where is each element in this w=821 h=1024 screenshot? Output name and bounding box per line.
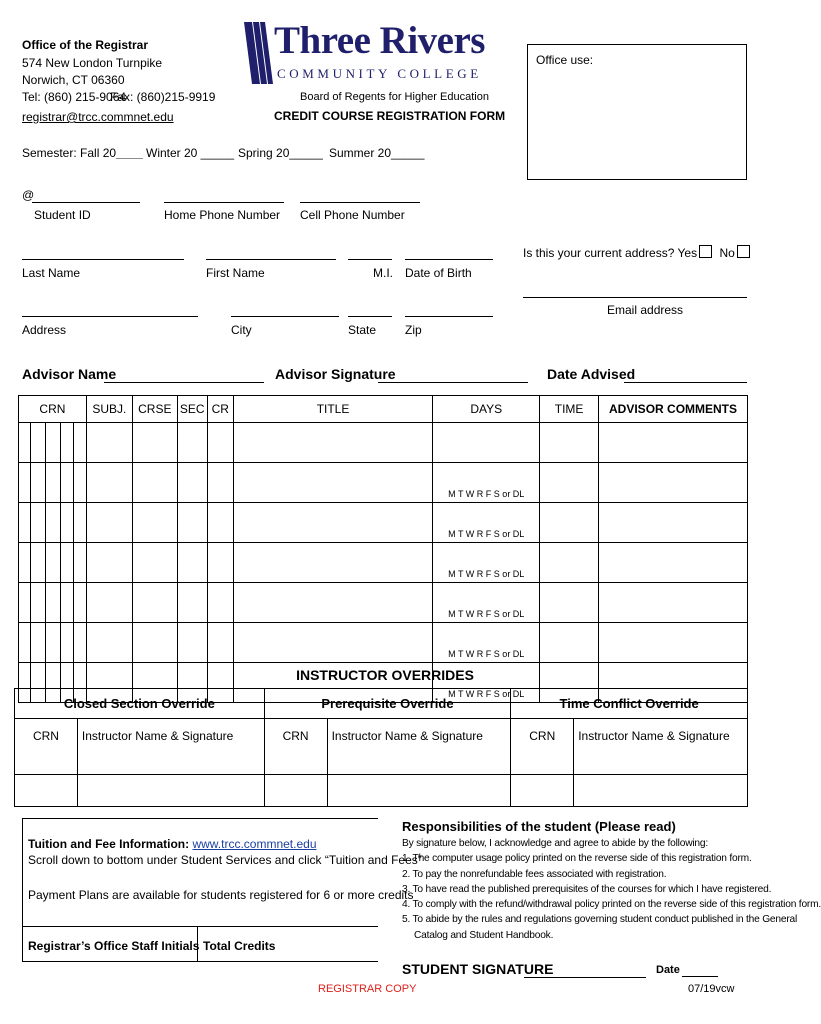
days-cell[interactable]: M T W R F S or DL: [433, 583, 540, 623]
overrides-title: INSTRUCTOR OVERRIDES: [296, 667, 474, 683]
col-crse: CRSE: [132, 396, 177, 423]
days-cell[interactable]: [433, 423, 540, 463]
semester-winter[interactable]: Winter 20 _____: [146, 146, 235, 160]
course-cell[interactable]: [233, 583, 433, 623]
home-phone-label: Home Phone Number: [164, 208, 281, 222]
tuition-scroll: Scroll down to bottom under Student Services and click “Tuition and Fees”: [28, 853, 422, 867]
city-field[interactable]: [231, 316, 339, 317]
course-cell[interactable]: [233, 423, 433, 463]
col-advisor-comments: ADVISOR COMMENTS: [599, 396, 748, 423]
responsibility-item: 4. To comply with the refund/withdrawal policy printed on the reverse side of this registration form.: [402, 899, 821, 911]
zip-field[interactable]: [405, 316, 493, 317]
crn-digit-cell[interactable]: [30, 463, 45, 503]
crn-digit-cell[interactable]: [60, 623, 73, 663]
course-cell[interactable]: [207, 423, 233, 463]
zip-label: Zip: [405, 323, 422, 337]
course-row: [19, 423, 748, 463]
course-cell[interactable]: [132, 503, 177, 543]
crn-digit-cell[interactable]: [73, 423, 86, 463]
course-cell[interactable]: [540, 623, 599, 663]
course-cell[interactable]: [207, 543, 233, 583]
crn-digit-cell[interactable]: [30, 423, 45, 463]
col-time: TIME: [540, 396, 599, 423]
course-cell[interactable]: [132, 623, 177, 663]
days-cell[interactable]: M T W R F S or DL: [433, 463, 540, 503]
crn-digit-cell[interactable]: [60, 583, 73, 623]
semester-fall: Semester: Fall 20: [22, 146, 117, 160]
cell-phone-field[interactable]: [300, 202, 420, 203]
prereq-crn-cell[interactable]: CRN: [264, 719, 327, 775]
yes-label: Yes: [677, 246, 698, 260]
course-cell[interactable]: [132, 423, 177, 463]
course-cell[interactable]: [599, 623, 748, 663]
crn-digit-cell[interactable]: [45, 463, 60, 503]
email-label: Email address: [607, 303, 684, 317]
crn-digit-cell[interactable]: [19, 583, 31, 623]
course-cell[interactable]: [599, 503, 748, 543]
no-checkbox[interactable]: [737, 245, 750, 258]
course-cell[interactable]: [207, 503, 233, 543]
col-cr: CR: [207, 396, 233, 423]
responsibility-item: 3. To have read the published prerequisites of the courses for which I have registered.: [402, 883, 772, 895]
responsibilities-intro: By signature below, I acknowledge and agree to abide by the following:: [402, 838, 708, 849]
date-advised-label: Date Advised: [547, 366, 636, 382]
course-cell[interactable]: [177, 543, 207, 583]
course-row: [19, 583, 748, 623]
course-cell[interactable]: [207, 463, 233, 503]
course-cell[interactable]: [86, 623, 132, 663]
days-cell[interactable]: M T W R F S or DL: [433, 543, 540, 583]
crn-digit-cell[interactable]: [30, 583, 45, 623]
tuition-link[interactable]: www.trcc.commnet.edu: [192, 837, 317, 851]
student-signature-field[interactable]: [524, 977, 646, 978]
address-field[interactable]: [22, 316, 198, 317]
days-cell[interactable]: M T W R F S or DL: [433, 663, 540, 703]
crn-digit-cell[interactable]: [73, 543, 86, 583]
crn-digit-cell[interactable]: [45, 423, 60, 463]
email-field[interactable]: [523, 297, 747, 298]
crn-digit-cell[interactable]: [73, 583, 86, 623]
last-name-field[interactable]: [22, 259, 184, 260]
fax: Fax: (860)215-9919: [110, 90, 216, 104]
student-id-field[interactable]: [32, 202, 140, 203]
crn-digit-cell[interactable]: [19, 503, 31, 543]
address-line2: Norwich, CT 06360: [22, 73, 125, 87]
current-address-question: [523, 245, 750, 260]
course-cell[interactable]: [599, 463, 748, 503]
logo-mark-icon: [244, 22, 274, 84]
crn-digit-cell[interactable]: [19, 623, 31, 663]
first-name-field[interactable]: [206, 259, 336, 260]
college-logo: [244, 19, 485, 86]
student-id-label: Student ID: [34, 208, 91, 222]
crn-digit-cell[interactable]: [60, 463, 73, 503]
course-cell[interactable]: [132, 463, 177, 503]
tel: Tel: (860) 215-9064: [22, 90, 127, 104]
time-crn-cell[interactable]: CRN: [511, 719, 574, 775]
office-use-box: [527, 44, 747, 180]
responsibilities-title: Responsibilities of the student (Please read): [402, 819, 676, 834]
closed-instructor-cell[interactable]: Instructor Name & Signature: [77, 719, 264, 775]
mi-label: M.I.: [373, 266, 393, 280]
date-advised-field[interactable]: [624, 382, 747, 383]
semester-row: [22, 146, 143, 160]
course-cell[interactable]: [177, 583, 207, 623]
course-cell[interactable]: [599, 583, 748, 623]
date-label: Date: [656, 964, 680, 976]
cell-phone-label: Cell Phone Number: [300, 208, 405, 222]
total-credits-label[interactable]: Total Credits: [203, 939, 276, 953]
dob-field[interactable]: [405, 259, 493, 260]
office-name: Office of the Registrar: [22, 38, 149, 52]
yes-checkbox[interactable]: [699, 245, 712, 258]
course-cell[interactable]: [177, 623, 207, 663]
no-label: No: [719, 246, 735, 260]
payment-plans: Payment Plans are available for students registered for 6 or more credits: [28, 888, 414, 902]
crn-digit-cell[interactable]: [30, 623, 45, 663]
crn-digit-cell[interactable]: [19, 463, 31, 503]
crn-digit-cell[interactable]: [60, 503, 73, 543]
col-sec: SEC: [177, 396, 207, 423]
prereq-header: Prerequisite Override: [264, 689, 511, 719]
course-cell[interactable]: [86, 503, 132, 543]
dob-label: Date of Birth: [405, 266, 472, 280]
course-cell[interactable]: [599, 423, 748, 463]
time-crn-cell-2[interactable]: [511, 775, 574, 807]
closed-crn-cell-2[interactable]: [15, 775, 78, 807]
mi-field[interactable]: [348, 259, 392, 260]
course-cell[interactable]: [132, 543, 177, 583]
tuition-info: [28, 837, 317, 851]
advisor-name-field[interactable]: [104, 382, 264, 383]
crn-digit-cell[interactable]: [73, 623, 86, 663]
state-label: State: [348, 323, 377, 337]
course-cell[interactable]: [86, 543, 132, 583]
crn-digit-cell[interactable]: [30, 543, 45, 583]
course-row: [19, 623, 748, 663]
at-sign: @: [22, 188, 35, 202]
form-version: 07/19vcw: [688, 983, 735, 995]
course-cell[interactable]: [540, 583, 599, 623]
responsibilities-list: [402, 836, 821, 943]
address-line1: 574 New London Turnpike: [22, 56, 163, 70]
registrar-email[interactable]: registrar@trcc.commnet.edu: [22, 110, 174, 124]
registrar-copy: REGISTRAR COPY: [318, 983, 417, 995]
responsibility-item: Catalog and Student Handbook.: [414, 929, 554, 941]
crn-digit-cell[interactable]: [30, 503, 45, 543]
board-name: Board of Regents for Higher Education: [300, 91, 489, 103]
crn-digit-cell[interactable]: [19, 423, 31, 463]
course-table: [18, 395, 748, 703]
home-phone-field[interactable]: [164, 202, 284, 203]
current-address-label: Is this your current address?: [523, 246, 675, 260]
crn-digit-cell[interactable]: [45, 543, 60, 583]
responsibility-item: 1. The computer usage policy printed on the reverse side of this registration form.: [402, 853, 752, 865]
course-cell[interactable]: [86, 583, 132, 623]
course-cell[interactable]: [540, 423, 599, 463]
closed-crn-cell[interactable]: CRN: [15, 719, 78, 775]
logo-title: Three Rivers: [274, 19, 485, 62]
prereq-crn-cell-2[interactable]: [264, 775, 327, 807]
address-label: Address: [22, 323, 67, 337]
course-cell[interactable]: [233, 543, 433, 583]
crn-digit-cell[interactable]: [45, 503, 60, 543]
days-cell[interactable]: M T W R F S or DL: [433, 503, 540, 543]
col-subj: SUBJ.: [86, 396, 132, 423]
closed-instructor-cell-2[interactable]: [77, 775, 264, 807]
days-cell[interactable]: M T W R F S or DL: [433, 623, 540, 663]
crn-digit-cell[interactable]: [19, 543, 31, 583]
course-cell[interactable]: [233, 623, 433, 663]
city-label: City: [231, 323, 252, 337]
course-cell[interactable]: [233, 503, 433, 543]
crn-digit-cell[interactable]: [73, 463, 86, 503]
crn-digit-cell[interactable]: [73, 503, 86, 543]
course-row: [19, 503, 748, 543]
signature-date-field[interactable]: [682, 976, 718, 977]
col-title: TITLE: [233, 396, 433, 423]
prereq-instructor-cell[interactable]: Instructor Name & Signature: [327, 719, 511, 775]
crn-digit-cell[interactable]: [60, 423, 73, 463]
overrides-table: [14, 688, 748, 807]
state-field[interactable]: [348, 316, 392, 317]
student-signature-label: STUDENT SIGNATURE: [402, 961, 554, 977]
course-cell[interactable]: [207, 623, 233, 663]
course-cell[interactable]: [86, 463, 132, 503]
semester-spring[interactable]: Spring 20_____: [238, 146, 323, 160]
advisor-signature-label: Advisor Signature: [275, 366, 396, 382]
course-row: [19, 463, 748, 503]
time-instructor-cell-2[interactable]: [574, 775, 748, 807]
time-instructor-cell[interactable]: Instructor Name & Signature: [574, 719, 748, 775]
crn-digit-cell[interactable]: [45, 623, 60, 663]
tuition-divider: [22, 926, 378, 927]
course-row: [19, 543, 748, 583]
semester-summer[interactable]: Summer 20_____: [329, 146, 425, 160]
col-crn: CRN: [19, 396, 87, 423]
course-cell[interactable]: [86, 423, 132, 463]
crn-digit-cell[interactable]: [60, 543, 73, 583]
course-cell[interactable]: [540, 503, 599, 543]
last-name-label: Last Name: [22, 266, 81, 280]
prereq-instructor-cell-2[interactable]: [327, 775, 511, 807]
fall-blank[interactable]: ____: [116, 146, 143, 160]
tuition-label: Tuition and Fee Information:: [28, 837, 190, 851]
course-cell[interactable]: [177, 503, 207, 543]
course-cell[interactable]: [132, 583, 177, 623]
course-cell[interactable]: [233, 463, 433, 503]
office-use-label: Office use:: [536, 53, 594, 67]
col-days: DAYS: [433, 396, 540, 423]
course-cell[interactable]: [540, 463, 599, 503]
first-name-label: First Name: [206, 266, 265, 280]
course-cell[interactable]: [540, 543, 599, 583]
course-cell[interactable]: [177, 423, 207, 463]
advisor-name-label: Advisor Name: [22, 366, 117, 382]
course-cell[interactable]: [177, 463, 207, 503]
course-cell[interactable]: [599, 543, 748, 583]
form-title: CREDIT COURSE REGISTRATION FORM: [274, 109, 506, 123]
closed-section-header: Closed Section Override: [15, 689, 265, 719]
crn-digit-cell[interactable]: [45, 583, 60, 623]
advisor-signature-field[interactable]: [378, 382, 528, 383]
staff-initials-label[interactable]: Registrar’s Office Staff Initials: [28, 939, 200, 953]
logo-subtitle: COMMUNITY COLLEGE: [277, 66, 482, 81]
responsibility-item: 2. To pay the nonrefundable fees associated with registration.: [402, 868, 667, 880]
time-conflict-header: Time Conflict Override: [511, 689, 748, 719]
course-cell[interactable]: [207, 583, 233, 623]
responsibility-item: 5. To abide by the rules and regulations governing student conduct published in the General: [402, 914, 798, 926]
